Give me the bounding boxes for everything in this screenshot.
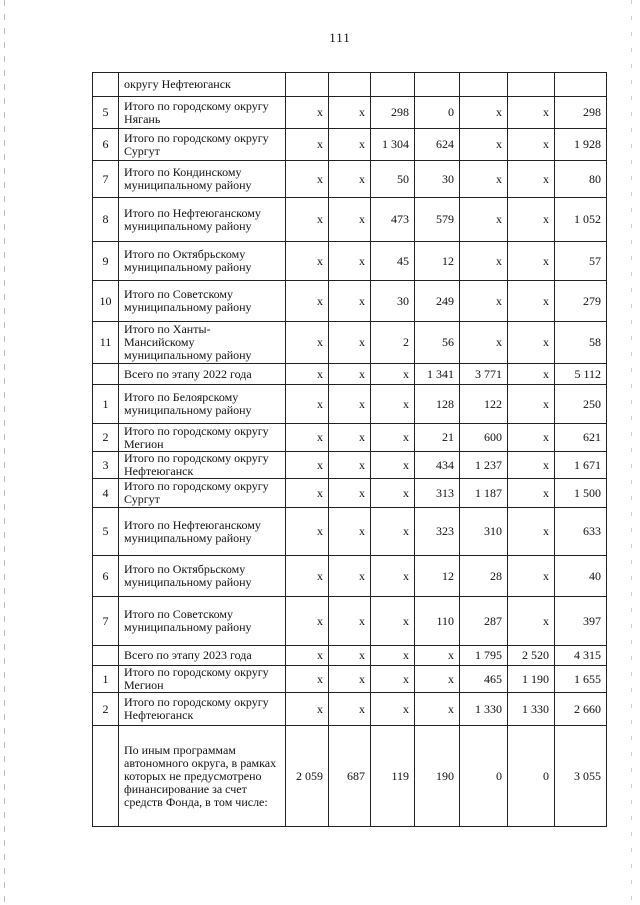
table-row: [93, 452, 607, 479]
value-cell: х: [460, 281, 508, 322]
value-cell: 1 237: [460, 452, 508, 479]
value-cell: [371, 73, 415, 97]
value-cell: х: [329, 385, 371, 424]
value-cell: х: [286, 666, 329, 693]
value-cell: х: [460, 242, 508, 281]
value-cell: 624: [415, 129, 460, 161]
value-cell: х: [415, 666, 460, 693]
row-name: Итого по Советскому муниципальному району: [119, 597, 286, 646]
value-cell: х: [286, 479, 329, 508]
value-cell: 298: [555, 97, 607, 129]
table-row: [93, 129, 607, 161]
value-cell: х: [371, 693, 415, 726]
value-cell: 12: [415, 556, 460, 597]
value-cell: 57: [555, 242, 607, 281]
value-cell: 110: [415, 597, 460, 646]
value-cell: х: [508, 161, 555, 198]
value-cell: х: [329, 424, 371, 452]
value-cell: х: [329, 198, 371, 242]
scan-edge-right: [631, 0, 632, 905]
row-number: 8: [93, 198, 119, 242]
value-cell: 434: [415, 452, 460, 479]
value-cell: х: [286, 385, 329, 424]
table-row: [93, 597, 607, 646]
value-cell: 1 500: [555, 479, 607, 508]
value-cell: х: [286, 242, 329, 281]
table-row: [93, 73, 607, 97]
value-cell: х: [371, 646, 415, 666]
value-cell: х: [286, 129, 329, 161]
row-number: 11: [93, 322, 119, 364]
row-name: Итого по Ханты-Мансийскому муниципальному району: [119, 322, 286, 364]
row-name: Итого по городскому округу Мегион: [119, 666, 286, 693]
row-number: 5: [93, 97, 119, 129]
value-cell: 0: [415, 97, 460, 129]
value-cell: 1 304: [371, 129, 415, 161]
row-name: Итого по Нефтеюганскому муниципальному району: [119, 198, 286, 242]
value-cell: х: [329, 479, 371, 508]
value-cell: 122: [460, 385, 508, 424]
value-cell: х: [329, 452, 371, 479]
value-cell: 2 520: [508, 646, 555, 666]
value-cell: х: [508, 242, 555, 281]
table-body: [93, 73, 607, 827]
value-cell: х: [286, 198, 329, 242]
value-cell: х: [460, 129, 508, 161]
table-row: [93, 281, 607, 322]
table-row: [93, 97, 607, 129]
value-cell: 579: [415, 198, 460, 242]
value-cell: х: [329, 646, 371, 666]
value-cell: 465: [460, 666, 508, 693]
value-cell: 1 655: [555, 666, 607, 693]
value-cell: х: [329, 364, 371, 385]
value-cell: 633: [555, 508, 607, 556]
value-cell: х: [508, 364, 555, 385]
value-cell: 0: [508, 726, 555, 827]
value-cell: х: [286, 646, 329, 666]
value-cell: 2 660: [555, 693, 607, 726]
value-cell: х: [329, 242, 371, 281]
value-cell: 687: [329, 726, 371, 827]
value-cell: 287: [460, 597, 508, 646]
value-cell: х: [329, 508, 371, 556]
value-cell: [555, 73, 607, 97]
value-cell: 600: [460, 424, 508, 452]
row-name: Всего по этапу 2022 года: [119, 364, 286, 385]
value-cell: [460, 73, 508, 97]
row-name: По иным программам автономного округа, в рамках которых не предусмотрено финансирование за счет средств Фонда, в том числе:: [119, 726, 286, 827]
value-cell: 298: [371, 97, 415, 129]
row-name: Всего по этапу 2023 года: [119, 646, 286, 666]
value-cell: 58: [555, 322, 607, 364]
value-cell: х: [415, 646, 460, 666]
value-cell: х: [508, 452, 555, 479]
value-cell: 313: [415, 479, 460, 508]
value-cell: х: [286, 452, 329, 479]
table-row: [93, 161, 607, 198]
value-cell: х: [508, 556, 555, 597]
value-cell: х: [415, 693, 460, 726]
row-number: 4: [93, 479, 119, 508]
value-cell: х: [286, 424, 329, 452]
row-number: 10: [93, 281, 119, 322]
value-cell: 40: [555, 556, 607, 597]
value-cell: 2 059: [286, 726, 329, 827]
value-cell: 80: [555, 161, 607, 198]
value-cell: 1 330: [460, 693, 508, 726]
row-number: 1: [93, 385, 119, 424]
scan-edge-left: [4, 0, 5, 905]
value-cell: 30: [415, 161, 460, 198]
value-cell: 1 187: [460, 479, 508, 508]
row-name: Итого по Октябрьскому муниципальному району: [119, 556, 286, 597]
value-cell: 1 052: [555, 198, 607, 242]
value-cell: х: [286, 97, 329, 129]
value-cell: х: [508, 281, 555, 322]
value-cell: х: [286, 693, 329, 726]
value-cell: 397: [555, 597, 607, 646]
value-cell: х: [508, 597, 555, 646]
value-cell: 473: [371, 198, 415, 242]
value-cell: 323: [415, 508, 460, 556]
value-cell: [508, 73, 555, 97]
row-name: Итого по Октябрьскому муниципальному району: [119, 242, 286, 281]
value-cell: х: [508, 385, 555, 424]
value-cell: х: [329, 693, 371, 726]
value-cell: х: [286, 161, 329, 198]
table-row: [93, 424, 607, 452]
row-number: 7: [93, 597, 119, 646]
value-cell: 279: [555, 281, 607, 322]
value-cell: 12: [415, 242, 460, 281]
value-cell: х: [371, 556, 415, 597]
value-cell: х: [371, 424, 415, 452]
value-cell: х: [508, 479, 555, 508]
value-cell: х: [371, 364, 415, 385]
value-cell: 3 055: [555, 726, 607, 827]
value-cell: х: [460, 198, 508, 242]
table-row: [93, 479, 607, 508]
value-cell: 3 771: [460, 364, 508, 385]
value-cell: 56: [415, 322, 460, 364]
table-row: [93, 666, 607, 693]
value-cell: 128: [415, 385, 460, 424]
row-name: Итого по городскому округу Нягань: [119, 97, 286, 129]
value-cell: 0: [460, 726, 508, 827]
table-row: [93, 556, 607, 597]
row-number: [93, 364, 119, 385]
value-cell: х: [508, 508, 555, 556]
table-row: [93, 242, 607, 281]
value-cell: х: [329, 161, 371, 198]
row-number: [93, 73, 119, 97]
value-cell: х: [508, 424, 555, 452]
value-cell: 1 341: [415, 364, 460, 385]
row-number: 1: [93, 666, 119, 693]
value-cell: 119: [371, 726, 415, 827]
value-cell: 1 928: [555, 129, 607, 161]
value-cell: х: [508, 198, 555, 242]
value-cell: х: [286, 508, 329, 556]
value-cell: х: [286, 322, 329, 364]
value-cell: 1 795: [460, 646, 508, 666]
row-number: 7: [93, 161, 119, 198]
value-cell: х: [329, 281, 371, 322]
page-number: 111: [329, 30, 351, 45]
value-cell: х: [286, 556, 329, 597]
row-number: 6: [93, 129, 119, 161]
value-cell: 4 315: [555, 646, 607, 666]
value-cell: х: [371, 385, 415, 424]
row-name: Итого по городскому округу Сургут: [119, 479, 286, 508]
value-cell: х: [329, 97, 371, 129]
value-cell: х: [508, 97, 555, 129]
value-cell: 28: [460, 556, 508, 597]
value-cell: х: [508, 129, 555, 161]
row-name: Итого по городскому округу Нефтеюганск: [119, 693, 286, 726]
row-number: [93, 726, 119, 827]
value-cell: 2: [371, 322, 415, 364]
table-row: [93, 693, 607, 726]
value-cell: х: [286, 364, 329, 385]
value-cell: х: [286, 597, 329, 646]
row-number: 5: [93, 508, 119, 556]
row-name: Итого по Кондинскому муниципальному району: [119, 161, 286, 198]
value-cell: х: [460, 97, 508, 129]
row-number: 3: [93, 452, 119, 479]
table-row: [93, 385, 607, 424]
value-cell: х: [371, 508, 415, 556]
row-number: 2: [93, 693, 119, 726]
row-name: Итого по городскому округу Мегион: [119, 424, 286, 452]
row-name: Итого по Белоярскому муниципальному району: [119, 385, 286, 424]
value-cell: 21: [415, 424, 460, 452]
value-cell: х: [329, 556, 371, 597]
value-cell: 30: [371, 281, 415, 322]
value-cell: х: [286, 281, 329, 322]
value-cell: [329, 73, 371, 97]
row-number: [93, 646, 119, 666]
value-cell: 249: [415, 281, 460, 322]
value-cell: х: [508, 322, 555, 364]
value-cell: 1 330: [508, 693, 555, 726]
value-cell: 1 671: [555, 452, 607, 479]
value-cell: х: [329, 666, 371, 693]
value-cell: 250: [555, 385, 607, 424]
table-row: [93, 198, 607, 242]
table-row: [93, 322, 607, 364]
row-name: Итого по городскому округу Нефтеюганск: [119, 452, 286, 479]
value-cell: х: [329, 129, 371, 161]
row-name: округу Нефтеюганск: [119, 73, 286, 97]
table-row: [93, 364, 607, 385]
table-row: [93, 646, 607, 666]
value-cell: 1 190: [508, 666, 555, 693]
value-cell: х: [329, 322, 371, 364]
value-cell: 45: [371, 242, 415, 281]
row-number: 9: [93, 242, 119, 281]
row-name: Итого по Нефтеюганскому муниципальному району: [119, 508, 286, 556]
row-name: Итого по городскому округу Сургут: [119, 129, 286, 161]
value-cell: [286, 73, 329, 97]
value-cell: 50: [371, 161, 415, 198]
value-cell: 310: [460, 508, 508, 556]
value-cell: х: [329, 597, 371, 646]
row-number: 6: [93, 556, 119, 597]
value-cell: х: [371, 452, 415, 479]
value-cell: [415, 73, 460, 97]
value-cell: 621: [555, 424, 607, 452]
value-cell: х: [371, 597, 415, 646]
value-cell: 5 112: [555, 364, 607, 385]
value-cell: 190: [415, 726, 460, 827]
value-cell: х: [460, 322, 508, 364]
value-cell: х: [371, 479, 415, 508]
row-name: Итого по Советскому муниципальному району: [119, 281, 286, 322]
table-row: [93, 726, 607, 827]
value-cell: х: [460, 161, 508, 198]
row-number: 2: [93, 424, 119, 452]
table-row: [93, 508, 607, 556]
value-cell: х: [371, 666, 415, 693]
budget-table: [92, 72, 607, 827]
